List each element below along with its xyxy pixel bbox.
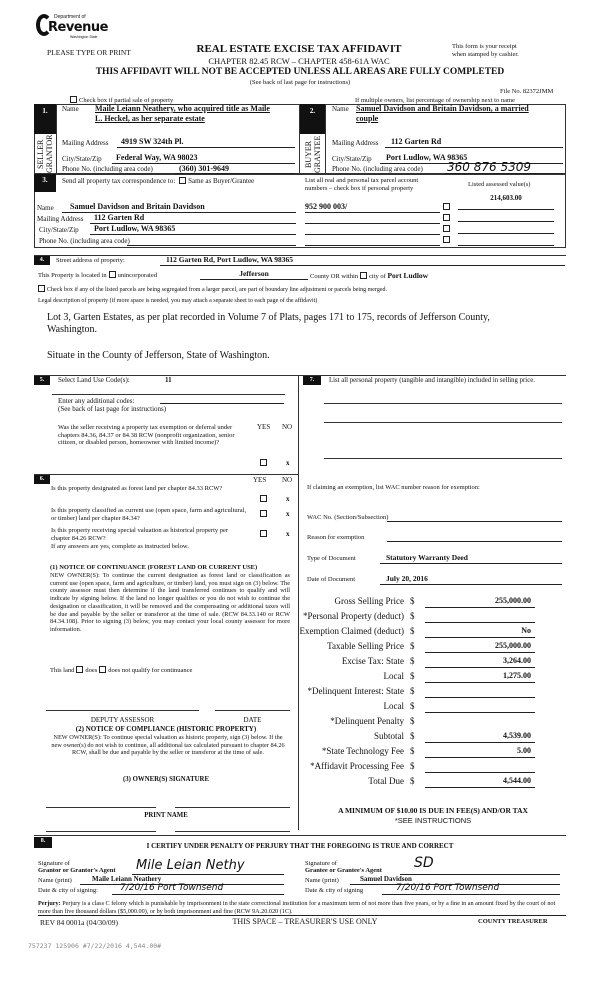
form-title: REAL ESTATE EXCISE TAX AFFIDAVIT xyxy=(196,43,402,55)
deputy-assessor-line[interactable] xyxy=(46,710,199,711)
dollar-sign: $ xyxy=(410,716,415,726)
owner-signature-line-2[interactable] xyxy=(175,807,290,808)
see-back-note: (See back of last page for instructions) xyxy=(249,79,351,86)
fee-label: Subtotal xyxy=(373,731,404,741)
dollar-sign: $ xyxy=(410,671,415,681)
s3-name-label: Name xyxy=(37,204,54,212)
same-as-buyer-checkbox[interactable] xyxy=(179,177,186,184)
does-not-label: does not qualify for continuance xyxy=(108,667,193,674)
fee-label: Gross Selling Price xyxy=(334,596,404,606)
s3-phone-field[interactable] xyxy=(127,235,296,246)
does-qualify-checkbox[interactable] xyxy=(76,666,83,673)
buyer-city-label: City/State/Zip xyxy=(332,155,372,163)
fee-value[interactable]: 1,275.00 xyxy=(425,671,535,683)
within-city-checkbox[interactable] xyxy=(360,272,367,279)
grantee-date-label: Date & city of signing xyxy=(305,887,364,894)
seller-city-field[interactable]: Federal Way, WA 98023 xyxy=(112,153,295,164)
fee-value[interactable]: 5.00 xyxy=(425,746,535,758)
s6-q1-no-mark[interactable]: x xyxy=(286,495,290,503)
fee-label: Taxable Selling Price xyxy=(327,641,404,651)
grantor-name-label: Name (print) xyxy=(38,877,72,884)
city-row xyxy=(310,271,428,280)
notice-1-title: (1) NOTICE OF CONTINUANCE (FOREST LAND OR CURRENT USE) xyxy=(50,564,258,571)
s6-q2-no-mark[interactable]: x xyxy=(286,510,290,518)
certify-statement: I CERTIFY UNDER PENALTY OF PERJURY THAT THE FOREGOING IS TRUE AND CORRECT xyxy=(146,842,454,850)
legal-line-3: Situate in the County of Jefferson, State of Washington. xyxy=(47,350,270,361)
assessed-value-2[interactable] xyxy=(458,210,554,222)
personal-property-checkbox-2[interactable] xyxy=(443,214,450,221)
s6-q3-no-mark[interactable]: x xyxy=(286,530,290,538)
section-8-badge: 8. xyxy=(34,837,52,848)
notice-2-title: (2) NOTICE OF COMPLIANCE (HISTORIC PROPERTY) xyxy=(75,725,257,733)
seller-name-line1[interactable]: Maile Leiann Neathery, who acquired title as Maile xyxy=(95,104,270,113)
divider xyxy=(56,104,57,174)
fee-label: *State Technology Fee xyxy=(321,746,404,756)
s5-no-mark[interactable]: x xyxy=(286,459,290,467)
section-7-badge: 7. xyxy=(303,376,321,385)
logo-revenue: Revenue xyxy=(48,20,108,35)
revision-code: REV 84 0001a (04/30/09) xyxy=(40,918,118,927)
fee-row-subtotal xyxy=(305,731,535,745)
divider xyxy=(34,474,298,475)
buyer-name-line2[interactable]: couple xyxy=(356,114,379,123)
grantee-sig-label-2: Grantee or Grantee's Agent xyxy=(305,867,382,874)
dollar-sign: $ xyxy=(410,641,415,651)
see-instructions-note: *SEE INSTRUCTIONS xyxy=(394,816,472,825)
fee-value[interactable]: 255,000.00 xyxy=(425,641,535,653)
perjury-notice xyxy=(38,900,566,916)
deputy-assessor-label: DEPUTY ASSESSOR xyxy=(90,716,155,724)
does-not-qualify-checkbox[interactable] xyxy=(99,666,106,673)
city-value: Port Ludlow xyxy=(387,271,429,280)
buyer-mailing-field[interactable]: 112 Garten Rd xyxy=(385,137,563,148)
receipt-note-2: when stamped by cashier. xyxy=(452,51,519,58)
fee-label: *Affidavit Processing Fee xyxy=(310,761,404,771)
fee-row-affidavit-processing-fee xyxy=(305,761,535,775)
seller-phone-field[interactable]: (360) 301-9649 xyxy=(175,164,295,174)
street-address-field[interactable]: 112 Garten Rd, Port Ludlow, WA 98365 xyxy=(160,255,565,266)
seller-mailing-label: Mailing Address xyxy=(62,139,109,147)
dollar-sign: $ xyxy=(410,686,415,696)
fee-row-delinquent-penalty xyxy=(305,716,535,730)
fee-label: Exemption Claimed (deduct) xyxy=(299,626,404,636)
document-type-field[interactable]: Statutory Warranty Deed xyxy=(380,553,562,564)
wac-label: WAC No. (Section/Subsection) xyxy=(307,514,389,521)
s3-city-field[interactable]: Port Ludlow, WA 98365 xyxy=(90,224,296,235)
fee-value[interactable] xyxy=(425,611,535,623)
fee-label: Excise Tax: State xyxy=(341,656,404,666)
print-name-line-1[interactable] xyxy=(46,831,156,832)
grantee-name-label: Name (print) xyxy=(305,877,339,884)
county-treasurer-label: COUNTY TREASURER xyxy=(478,918,548,925)
location-row xyxy=(38,271,157,279)
partial-sale-row xyxy=(68,96,173,104)
fee-row-gross-selling-price xyxy=(305,596,535,610)
dollar-sign: $ xyxy=(410,746,415,756)
grantee-signature[interactable]: SD xyxy=(400,855,560,875)
s5-no-header: NO xyxy=(282,423,293,431)
fee-label: *Delinquent Interest: State xyxy=(307,686,404,696)
perjury-bold: Perjury: xyxy=(38,900,61,907)
dor-logo xyxy=(36,12,106,42)
personal-property-checkbox-1[interactable] xyxy=(443,203,450,210)
section-1-badge: 1. xyxy=(34,104,56,134)
grantee-label: GRANTEE xyxy=(313,135,322,173)
personal-property-line-3[interactable] xyxy=(324,458,562,459)
additional-codes-label: Enter any additional codes: xyxy=(58,397,135,405)
parcel-number-2[interactable] xyxy=(305,213,440,224)
section-2-badge: 2. xyxy=(300,104,325,134)
logo-state: Washington State xyxy=(70,35,98,39)
fee-value[interactable]: No xyxy=(425,626,535,638)
county-field[interactable]: Jefferson xyxy=(200,269,308,280)
s5-yes-header: YES xyxy=(257,423,271,431)
street-address-label: Street address of property: xyxy=(56,257,125,264)
s3-phone-label: Phone No. (including area code) xyxy=(39,237,130,245)
dollar-sign: $ xyxy=(410,731,415,741)
grantor-label: GRANTOR xyxy=(45,134,54,173)
personal-property-checkbox-3[interactable] xyxy=(443,225,450,232)
if-yes-note: If any answers are yes, complete as instructed below. xyxy=(51,543,189,550)
s6-no-header: NO xyxy=(282,476,293,484)
continuance-row xyxy=(50,666,192,674)
dollar-sign: $ xyxy=(410,761,415,771)
parcel-number-3[interactable] xyxy=(305,224,440,235)
seller-name-label: Name xyxy=(62,105,79,113)
s5-yes-checkbox[interactable] xyxy=(260,459,267,466)
fee-row-delinquent-interest-local xyxy=(305,701,535,715)
dollar-sign: $ xyxy=(410,776,415,786)
correspondence-label: Send all property tax correspondence to: xyxy=(62,177,176,185)
buyer-mailing-label: Mailing Address xyxy=(332,139,379,147)
partial-sale-checkbox[interactable] xyxy=(70,96,77,103)
s6-yes-header: YES xyxy=(253,476,267,484)
correspondence-row xyxy=(62,177,254,185)
parcel-header-2: numbers – check box if personal property xyxy=(305,185,414,192)
warning-banner: THIS AFFIDAVIT WILL NOT BE ACCEPTED UNLESS ALL AREAS ARE FULLY COMPLETED xyxy=(95,67,505,77)
dollar-sign: $ xyxy=(410,596,415,606)
reason-field[interactable] xyxy=(387,532,562,542)
seller-label: SELLER xyxy=(36,139,45,169)
personal-property-label: List all personal property (tangible and intangible) included in selling price. xyxy=(329,377,535,384)
partial-sale-label: Check box if partial sale of property xyxy=(79,97,174,104)
date-line[interactable] xyxy=(215,710,290,711)
s6-question-2: Is this property classified as current use (open space, farm and agricultural, or timber) land per chapter 84.34? xyxy=(51,507,247,522)
fee-value[interactable] xyxy=(425,716,535,728)
unincorporated-label: unincorporated xyxy=(117,272,157,279)
receipt-note-1: This form is your receipt xyxy=(452,43,517,50)
s3-mailing-field[interactable]: 112 Garten Rd xyxy=(90,213,296,224)
buyer-name-line1[interactable]: Samuel Davidson and Britain Davidson, a married xyxy=(356,104,529,113)
s6-q2-yes-checkbox[interactable] xyxy=(260,510,267,517)
please-type-note: PLEASE TYPE OR PRINT xyxy=(47,48,131,57)
buyer-phone-field[interactable]: 360 876 5309 xyxy=(445,160,563,174)
land-use-label: Select Land Use Code(s): xyxy=(58,376,130,384)
s3-name-field[interactable]: Samuel Davidson and Britain Davidson xyxy=(62,202,296,213)
assessed-value-1[interactable]: 214,603.00 xyxy=(458,194,554,210)
grantee-date-field[interactable]: 7/20/16 Port Townsend xyxy=(382,883,560,895)
grantor-sig-label-2: Grantor or Grantor's Agent xyxy=(38,867,116,874)
assessed-value-4[interactable] xyxy=(458,234,554,246)
fee-label: *Delinquent Penalty xyxy=(330,716,404,726)
seller-city-label: City/State/Zip xyxy=(62,155,102,163)
fee-value[interactable] xyxy=(425,701,535,713)
fee-value[interactable]: 3,264.00 xyxy=(425,656,535,668)
fee-label: *Personal Property (deduct) xyxy=(303,611,404,621)
dollar-sign: $ xyxy=(410,656,415,666)
seller-phone-label: Phone No. (including area code) xyxy=(62,165,153,173)
assessed-header: Listed assessed value(s) xyxy=(468,181,531,188)
dollar-sign: $ xyxy=(410,626,415,636)
grantee-name-field[interactable]: Samuel Davidson xyxy=(350,875,560,885)
buyer-name-label: Name xyxy=(332,105,349,113)
city-of-label: city of xyxy=(369,273,386,280)
print-name-label: PRINT NAME xyxy=(144,812,188,819)
notice-1-text: NEW OWNER(S): To continue the current designation as forest land or classification as current use (open space, farm and agriculture, or timber) land, you must sign on (3) below. The county assessor must then determine if the land transferred continues to qualify and will indicate by signing below. If the land no longer qualifies or you do not wish to continue the designation or classification, it will be removed and the compensating or additional taxes will be due and payable by the seller or transferor at the time of sale. (RCW 84.33.140 or RCW 84.34.108). Prior to signing (3) below, you may contact your local county assessor for more information. xyxy=(50,572,290,633)
grantor-signature[interactable]: Mile Leian Nethy xyxy=(132,858,284,875)
divider xyxy=(298,375,299,830)
notice-2-text: NEW OWNER(S): To continue special valuation as historic property, sign (3) below. If the new owner(s) do not wish to continue, all additional tax calculated pursuant to chapter 84.26 RCW, shall be due and payable by the seller or transferor at the time of sale. xyxy=(51,734,285,757)
county-or-label: County OR within xyxy=(310,273,359,280)
s3-city-label: City/State/Zip xyxy=(39,226,79,234)
fee-row-taxable-selling-price xyxy=(305,641,535,655)
s6-question-1: Is this property designated as forest land per chapter 84.33 RCW? xyxy=(51,485,223,492)
dollar-sign: $ xyxy=(410,611,415,621)
fee-row-personal-property xyxy=(305,611,535,625)
seller-name-line2[interactable]: L. Heckel, as her separate estate xyxy=(95,114,205,123)
buyer-phone-label: Phone No. (including area code) xyxy=(332,165,423,173)
reason-label: Reason for exemption xyxy=(307,534,365,541)
s6-q3-yes-checkbox[interactable] xyxy=(260,530,267,537)
segregated-label: Check box if any of the listed parcels are being segregated from a larger parcel, are part of boundary line adjustment or parcels being merged. xyxy=(47,287,387,293)
fee-row-excise-local xyxy=(305,671,535,685)
date-label: DATE xyxy=(243,716,262,724)
fee-row-total-due xyxy=(305,776,535,790)
logo-department: Department of xyxy=(54,14,86,20)
grantee-sig-label-1: Signature of xyxy=(305,860,337,867)
divider xyxy=(34,835,566,836)
fee-label: Total Due xyxy=(368,776,404,786)
parcel-header-1: List all real and personal tax parcel account xyxy=(305,177,419,184)
file-number: File No. 82372JMM xyxy=(500,88,554,95)
treasurer-stamp: 757237 125906 #7/22/2016 4,544.00# xyxy=(28,942,162,950)
grantor-sig-label-1: Signature of xyxy=(38,860,70,867)
parcel-number-1[interactable]: 952 900 003/ xyxy=(305,202,440,213)
s6-q1-yes-checkbox[interactable] xyxy=(260,495,267,502)
segregated-checkbox[interactable] xyxy=(38,285,45,292)
additional-codes-note: (See back of last page for instructions) xyxy=(58,405,167,413)
personal-property-checkbox-4[interactable] xyxy=(443,236,450,243)
parcel-number-4[interactable] xyxy=(305,235,440,246)
buyer-label: BUYER xyxy=(304,140,313,168)
this-land-label: This land xyxy=(50,667,75,674)
section-5-badge: 5. xyxy=(34,376,50,385)
legal-description-label: Legal description of property (if more space is needed, you may attach a separate sheet to each page of the affidavit) xyxy=(38,298,318,304)
grantor-date-field[interactable]: 7/20/16 Port Townsend xyxy=(112,883,284,895)
fee-label: Local xyxy=(383,701,404,711)
owner-signature-line-1[interactable] xyxy=(46,807,156,808)
grantor-name-field[interactable]: Maile Leiann Neathery xyxy=(80,875,284,885)
seller-mailing-field[interactable]: 4919 SW 324th Pl. xyxy=(117,137,295,148)
fee-value[interactable]: 4,544.00 xyxy=(425,776,535,788)
document-type-label: Type of Document xyxy=(307,555,356,562)
assessed-value-3[interactable] xyxy=(458,222,554,234)
fee-value[interactable] xyxy=(425,686,535,698)
fee-row-excise-state xyxy=(305,656,535,670)
fee-label: Local xyxy=(383,671,404,681)
exemption-claim-label: If claiming an exemption, list WAC number reason for exemption: xyxy=(307,484,480,491)
s6-question-3: Is this property receiving special valuation as historical property per chapter 84.26 RCW? xyxy=(51,527,229,542)
does-label: does xyxy=(85,667,98,674)
s3-mailing-label: Mailing Address xyxy=(37,215,84,223)
exemption-question: Was the seller receiving a property tax exemption or deferral under chapters 84.36, 84.37 or 84.38 RCW (nonprofit organization, senior citizen, or disabled person, homeowner with limited income)? xyxy=(58,424,235,446)
same-as-buyer-label: Same as Buyer/Grantee xyxy=(188,177,255,185)
legal-line-2: Washington. xyxy=(47,324,98,335)
fee-row-state-technology-fee xyxy=(305,746,535,760)
dollar-sign: $ xyxy=(410,701,415,711)
personal-property-line-1[interactable] xyxy=(324,403,562,404)
section-6-badge: 6. xyxy=(34,475,50,484)
perjury-text: Perjury is a class C felony which is punishable by imprisonment in the state correctional institution for a maximum term of not more than five years, or by a fine in an amount fixed by the court of not more than five thousand dollars ($5,000.00), or by both imprisonment and fine (RCW 9A.20.020 (1C). xyxy=(38,900,556,915)
owner-signature-label: (3) OWNER(S) SIGNATURE xyxy=(123,776,209,783)
buyer-city-field[interactable]: Port Ludlow, WA 98365 xyxy=(380,153,563,164)
fee-value[interactable] xyxy=(425,761,535,773)
multiple-owners-note: If multiple owners, list percentage of ownership next to name xyxy=(355,97,515,104)
wac-field[interactable] xyxy=(387,512,562,522)
treasurer-space-label: THIS SPACE – TREASURER'S USE ONLY xyxy=(232,917,378,926)
minimum-due-note: A MINIMUM OF $10.00 IS DUE IN FEE(S) AND/OR TAX xyxy=(338,806,528,815)
fee-value[interactable]: 4,539.00 xyxy=(425,731,535,743)
print-name-line-2[interactable] xyxy=(175,831,290,832)
fee-row-exemption-claimed xyxy=(299,626,535,640)
fee-value[interactable]: 255,000.00 xyxy=(425,596,535,608)
section-3-badge: 3. xyxy=(34,174,56,192)
land-use-value[interactable]: 11 xyxy=(165,376,172,384)
fee-row-delinquent-interest-state xyxy=(305,686,535,700)
personal-property-line-2[interactable] xyxy=(324,422,562,423)
additional-codes-field[interactable] xyxy=(160,395,284,404)
legal-line-1: Lot 3, Garten Estates, as per plat recorded in Volume 7 of Plats, pages 171 to 175, records of Jefferson County, xyxy=(47,312,490,323)
grantor-date-label: Date & city of signing: xyxy=(38,887,98,894)
section-4-badge: 4. xyxy=(34,256,50,265)
document-date-field[interactable]: July 20, 2016 xyxy=(380,574,562,585)
document-date-label: Date of Document xyxy=(307,576,356,583)
segregated-row xyxy=(38,285,387,293)
located-label: This Property is located in xyxy=(38,272,107,279)
form-subtitle: CHAPTER 82.45 RCW – CHAPTER 458-61A WAC xyxy=(208,56,390,66)
divider xyxy=(325,104,326,174)
unincorporated-checkbox[interactable] xyxy=(109,271,116,278)
